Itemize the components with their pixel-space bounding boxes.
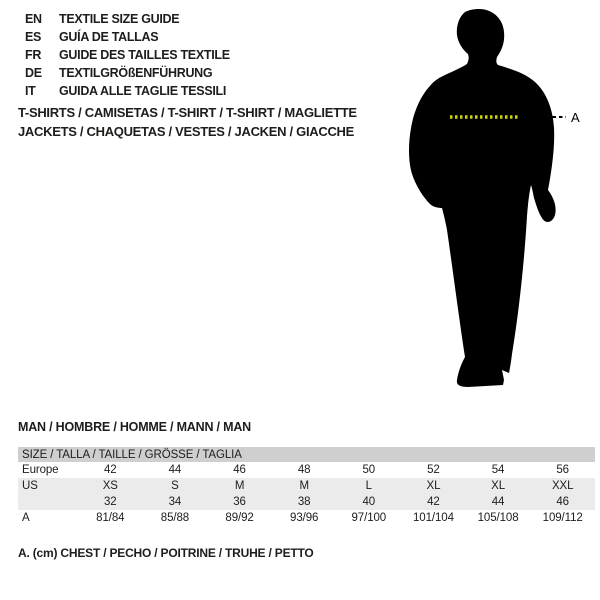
language-label: GUIDA ALLE TAGLIE TESSILI xyxy=(59,84,227,98)
cell: M xyxy=(207,478,272,494)
cell: M xyxy=(272,478,337,494)
row-label: US xyxy=(18,478,78,494)
table-row-us-numeric xyxy=(18,494,595,510)
garment-types xyxy=(18,103,357,141)
cell: 54 xyxy=(491,464,505,476)
cell: 52 xyxy=(427,464,440,476)
garment-line-tshirts: T-SHIRTS / CAMISETAS / T-SHIRT / T-SHIRT / MAGLIETTE xyxy=(18,105,357,120)
language-code: EN xyxy=(25,12,42,26)
language-code: IT xyxy=(25,84,36,98)
cell: 40 xyxy=(337,494,402,510)
row-label: Europe xyxy=(22,464,59,476)
list-item xyxy=(25,28,230,46)
man-silhouette-icon xyxy=(409,9,556,387)
language-guide-list xyxy=(25,10,230,100)
cell: 42 xyxy=(401,494,466,510)
language-label: TEXTILE SIZE GUIDE xyxy=(59,12,180,26)
cell: 105/108 xyxy=(477,512,519,524)
cell: XXL xyxy=(530,478,595,494)
cell: 46 xyxy=(233,464,246,476)
cell: 97/100 xyxy=(351,512,387,524)
size-table-header-row xyxy=(18,447,595,462)
measurement-footnote: A. (cm) CHEST / PECHO / POITRINE / TRUHE / PETTO xyxy=(18,546,314,560)
table-row-chest-cm xyxy=(18,510,595,526)
language-code: ES xyxy=(25,30,42,44)
cell: 38 xyxy=(272,494,337,510)
cell: 44 xyxy=(466,494,531,510)
list-item xyxy=(25,82,230,100)
language-label: GUIDE DES TAILLES TEXTILE xyxy=(59,48,230,62)
cell: S xyxy=(143,478,208,494)
cell: 93/96 xyxy=(290,512,319,524)
cell: 42 xyxy=(104,464,117,476)
table-row-us xyxy=(18,478,595,494)
cell: XL xyxy=(466,478,531,494)
language-code: DE xyxy=(25,66,42,80)
size-table-header: SIZE / TALLA / TAILLE / GRÖSSE / TAGLIA xyxy=(18,447,595,462)
row-label: A xyxy=(22,512,30,524)
cell: 101/104 xyxy=(413,512,454,524)
cell: 36 xyxy=(207,494,272,510)
cell: 50 xyxy=(362,464,376,476)
cell: 44 xyxy=(168,464,182,476)
cell: 85/88 xyxy=(160,512,190,524)
cell: XL xyxy=(401,478,466,494)
row-label xyxy=(18,494,78,510)
cell: 46 xyxy=(530,494,595,510)
cell: 32 xyxy=(78,494,143,510)
language-label: TEXTILGRÖßENFÜHRUNG xyxy=(59,66,213,80)
cell: 81/84 xyxy=(96,512,125,524)
cell: L xyxy=(337,478,402,494)
language-label: GUÍA DE TALLAS xyxy=(59,30,159,44)
cell: 48 xyxy=(297,464,311,476)
list-item xyxy=(25,46,230,64)
man-silhouette-figure xyxy=(406,6,596,391)
cell: 109/112 xyxy=(542,512,583,524)
section-title-man: MAN / HOMBRE / HOMME / MANN / MAN xyxy=(18,420,251,434)
cell: 89/92 xyxy=(225,512,254,524)
measure-label-a: A xyxy=(571,110,580,125)
cell: 34 xyxy=(143,494,208,510)
language-code: FR xyxy=(25,48,42,62)
cell: XS xyxy=(78,478,143,494)
size-table xyxy=(18,447,595,526)
list-item xyxy=(25,10,230,28)
cell: 56 xyxy=(556,464,569,476)
garment-line-jackets: JACKETS / CHAQUETAS / VESTES / JACKEN / GIACCHE xyxy=(18,124,354,139)
list-item xyxy=(25,64,230,82)
table-row-europe xyxy=(18,462,595,478)
